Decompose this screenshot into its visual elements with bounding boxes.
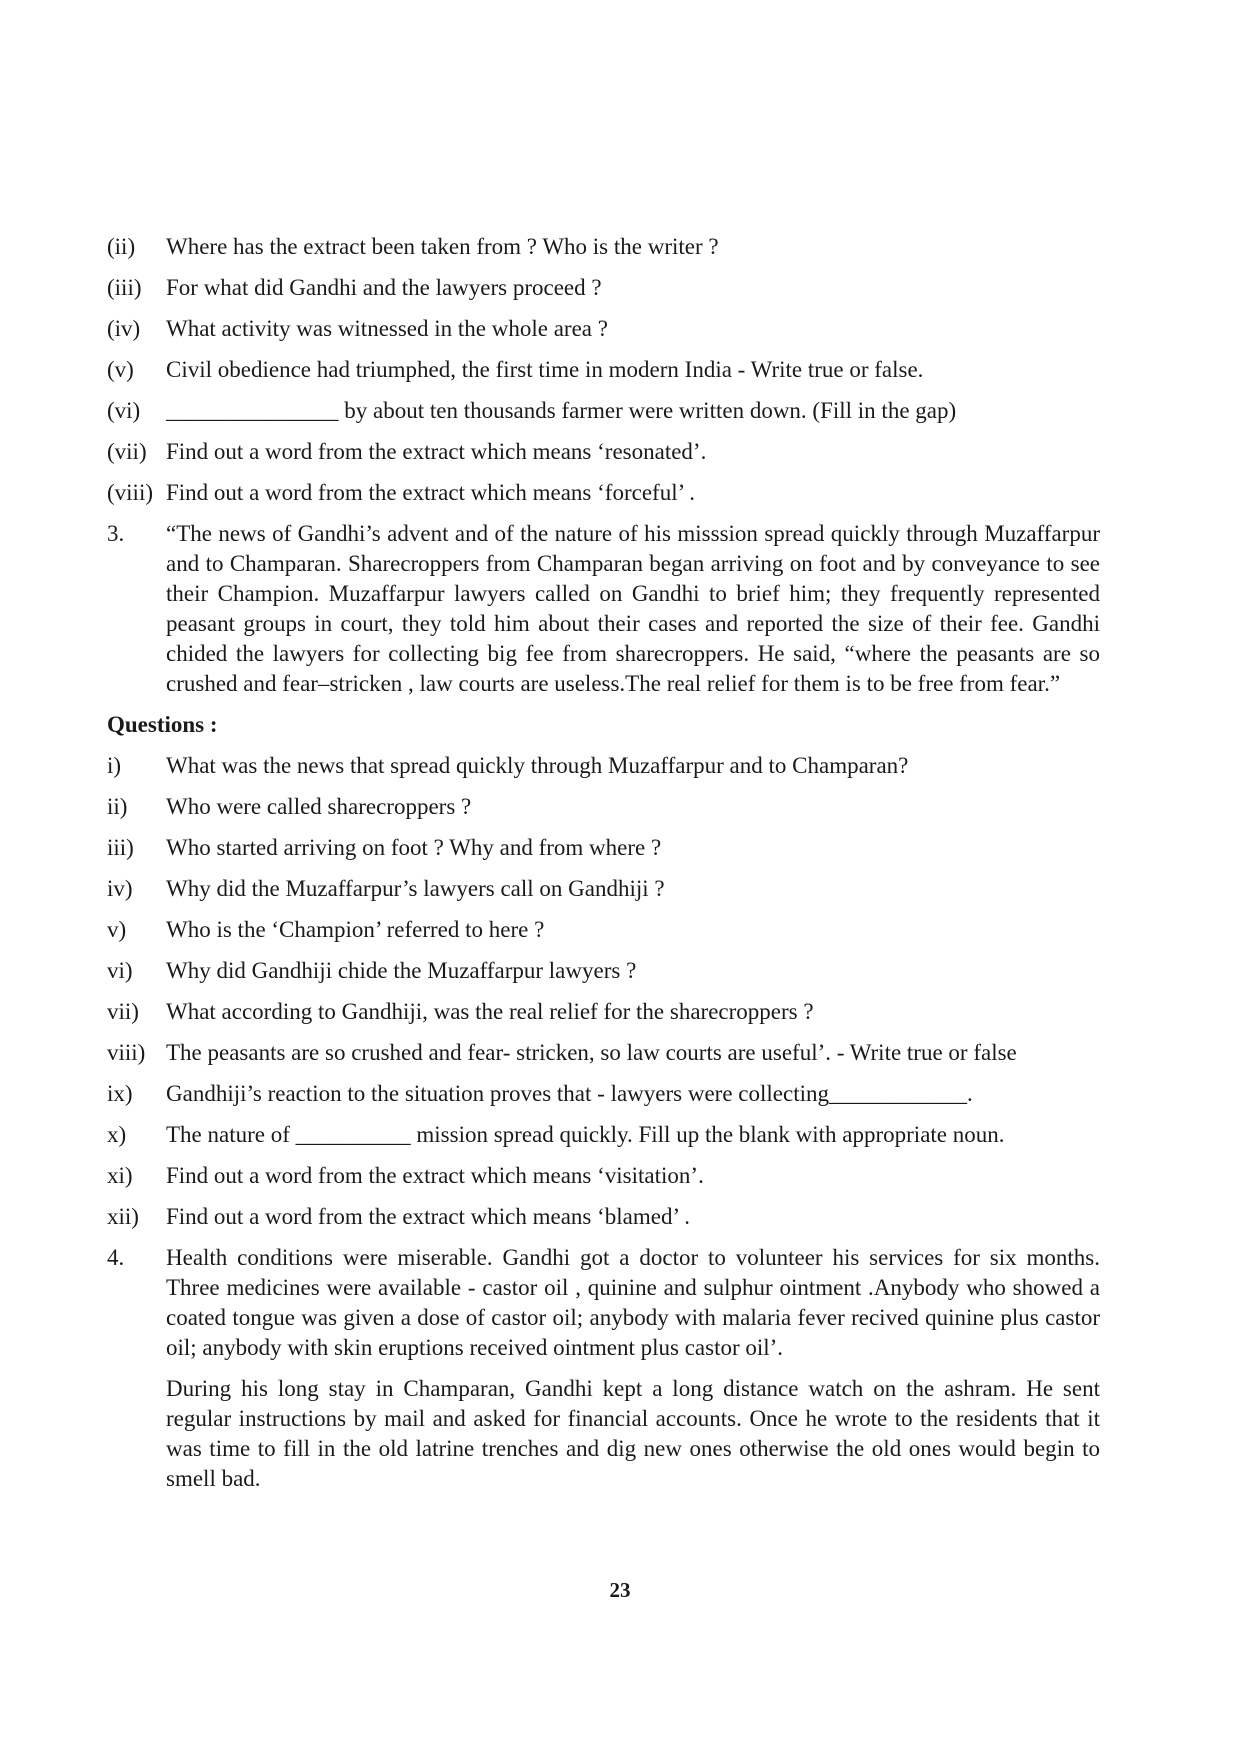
- question-number: xi): [107, 1163, 133, 1188]
- question-number: iv): [107, 876, 133, 901]
- question-item: [107, 1202, 1100, 1232]
- page-content: [107, 232, 1100, 1494]
- question-list-passage-3: [107, 751, 1100, 1232]
- question-list-passage-2: [107, 232, 1100, 508]
- question-item: [107, 437, 1100, 467]
- question-text: For what did Gandhi and the lawyers proceed ?: [166, 275, 602, 300]
- question-number: vii): [107, 999, 139, 1024]
- questions-heading: Questions :: [107, 712, 218, 737]
- question-item: [107, 273, 1100, 303]
- passage-3: [107, 519, 1100, 699]
- passage-paragraph: Health conditions were miserable. Gandhi got a doctor to volunteer his services for six months. Three medicines were available - castor oil , quinine and sulphur ointment .Anybody who showed a coated tongue was given a dose of castor oil; anybody with malaria fever recived quinine plus castor oil; anybody with skin eruptions received ointment plus castor oil’.: [166, 1245, 1100, 1360]
- question-number: iii): [107, 835, 134, 860]
- question-text: Why did the Muzaffarpur’s lawyers call on Gandhiji ?: [166, 876, 665, 901]
- question-text: The nature of __________ mission spread quickly. Fill up the blank with appropriate noun.: [166, 1122, 1005, 1147]
- question-number: (iii): [107, 275, 142, 300]
- question-text: Gandhiji’s reaction to the situation proves that - lawyers were collecting____________.: [166, 1081, 973, 1106]
- question-text: _______________ by about ten thousands farmer were written down. (Fill in the gap): [166, 398, 957, 423]
- question-text: Find out a word from the extract which means ‘blamed’ .: [166, 1204, 690, 1229]
- passage-paragraph: During his long stay in Champaran, Gandhi kept a long distance watch on the ashram. He sent regular instructions by mail and asked for financial accounts. Once he wrote to the residents that it was time to fill in the old latrine trenches and dig new ones otherwise the old ones would begin to smell bad.: [166, 1376, 1100, 1491]
- question-item: [107, 833, 1100, 863]
- question-number: (v): [107, 357, 134, 382]
- question-text: Civil obedience had triumphed, the first time in modern India - Write true or false.: [166, 357, 924, 382]
- passage-number: 4.: [107, 1245, 125, 1270]
- question-item: [107, 792, 1100, 822]
- question-item: [107, 1038, 1100, 1068]
- question-number: ii): [107, 794, 128, 819]
- question-item: [107, 232, 1100, 262]
- question-item: [107, 874, 1100, 904]
- question-item: [107, 997, 1100, 1027]
- question-number: (ii): [107, 234, 136, 259]
- question-number: (vi): [107, 398, 141, 423]
- question-text: Find out a word from the extract which means ‘forceful’ .: [166, 480, 696, 505]
- question-number: (vii): [107, 439, 147, 464]
- question-item: [107, 478, 1100, 508]
- question-text: What was the news that spread quickly through Muzaffarpur and to Champaran?: [166, 753, 909, 778]
- question-item: [107, 956, 1100, 986]
- page-number: 23: [609, 1578, 631, 1602]
- question-number: vi): [107, 958, 133, 983]
- question-number: ix): [107, 1081, 133, 1106]
- passage-4: [107, 1243, 1100, 1363]
- question-number: viii): [107, 1040, 146, 1065]
- question-item: [107, 1161, 1100, 1191]
- question-number: v): [107, 917, 127, 942]
- question-item: [107, 915, 1100, 945]
- question-text: Find out a word from the extract which means ‘resonated’.: [166, 439, 707, 464]
- question-text: Who were called sharecroppers ?: [166, 794, 472, 819]
- passage-text: “The news of Gandhi’s advent and of the nature of his misssion spread quickly through Muzaffarpur and to Champaran. Sharecroppers from Champaran began arriving on foot and by conveyance to see their Champion. Muzaffarpur lawyers called on Gandhi to brief him; they frequently represented peasant groups in court, they told him about their cases and reported the size of their fee. Gandhi chided the lawyers for collecting big fee from sharecroppers. He said, “where the peasants are so crushed and fear–stricken , law courts are useless.The real relief for them is to be free from fear.”: [166, 521, 1100, 696]
- question-number: i): [107, 753, 122, 778]
- question-item: [107, 355, 1100, 385]
- question-item: [107, 314, 1100, 344]
- question-text: Who is the ‘Champion’ referred to here ?: [166, 917, 545, 942]
- question-text: Where has the extract been taken from ? Who is the writer ?: [166, 234, 719, 259]
- passage-number: 3.: [107, 521, 125, 546]
- question-number: x): [107, 1122, 127, 1147]
- question-item: [107, 751, 1100, 781]
- question-number: (iv): [107, 316, 141, 341]
- question-item: [107, 1120, 1100, 1150]
- question-number: (viii): [107, 480, 153, 505]
- question-item: [107, 396, 1100, 426]
- question-text: What activity was witnessed in the whole area ?: [166, 316, 608, 341]
- question-number: xii): [107, 1204, 139, 1229]
- question-text: Find out a word from the extract which means ‘visitation’.: [166, 1163, 704, 1188]
- question-text: What according to Gandhiji, was the real relief for the sharecroppers ?: [166, 999, 814, 1024]
- question-item: [107, 1079, 1100, 1109]
- question-text: Why did Gandhiji chide the Muzaffarpur lawyers ?: [166, 958, 637, 983]
- question-text: Who started arriving on foot ? Why and from where ?: [166, 835, 662, 860]
- question-text: The peasants are so crushed and fear- stricken, so law courts are useful’. - Write true or false: [166, 1040, 1017, 1065]
